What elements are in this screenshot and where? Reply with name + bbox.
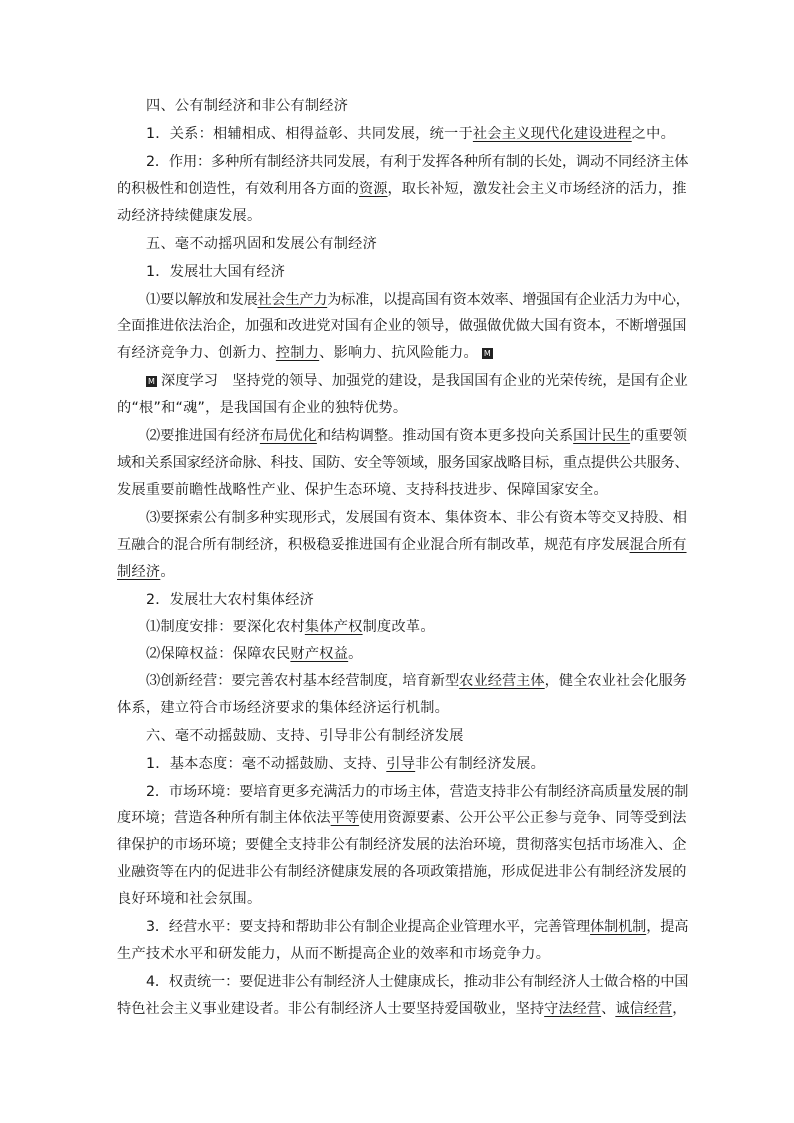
- paragraph-q3-line: ⑶创新经营：要完善农村基本经营制度，培育新型农业经营主体，健全农业社会化服务: [146, 673, 688, 689]
- underlined-term: 混合所有: [629, 537, 687, 553]
- paragraph-effect-line: 动经济持续健康发展。: [117, 208, 262, 224]
- paragraph-r3-line: 3．经营水平：要支持和帮助非公有制企业提高企业管理水平，完善管理体制机制，提高: [146, 919, 689, 935]
- paragraph-r2-line: 良好环境和社会氛围。: [117, 891, 262, 907]
- paragraph-p1-line: 有经济竞争力、创新力、控制力、影响力、抗风险能力。 M: [117, 345, 492, 361]
- paragraph-r2-line: 业融资等在内的促进非公有制经济健康发展的各项政策措施，形成促进非公有制经济发展的: [117, 864, 687, 880]
- subheading-state-economy: 1．发展壮大国有经济: [146, 264, 286, 280]
- deep-learning-note-line: M 深度学习 坚持党的领导、加强党的建设，是我国国有企业的光荣传统，是国有企业: [146, 371, 688, 391]
- paragraph-effect-line: 的积极性和创造性，有效利用各方面的资源，取长补短，激发社会主义市场经济的活力，推: [117, 181, 687, 197]
- deep-learning-marker-icon: M: [146, 376, 157, 387]
- underlined-term: 资源: [359, 181, 388, 197]
- underlined-term: 社会生产力: [257, 292, 328, 308]
- underlined-term: 集体产权: [304, 619, 363, 635]
- paragraph-q1: ⑴制度安排：要深化农村集体产权制度改革。: [146, 619, 435, 635]
- paragraph-r2-line: 律保护的市场环境；要健全支持非公有制经济发展的法治环境，贯彻落实包括市场准入、企: [117, 837, 687, 853]
- underlined-term: 体制机制: [590, 919, 647, 935]
- section-heading-4: 四、公有制经济和非公有制经济: [146, 98, 349, 114]
- paragraph-r4-line: 特色社会主义事业建设者。非公有制经济人士要坚持爱国敬业，坚持守法经营、诚信经营，: [117, 1001, 687, 1017]
- deep-learning-note-line: 的“根”和“魂”，是我国国有企业的独特优势。: [117, 400, 408, 416]
- underlined-term: 社会主义现代化建设进程: [472, 126, 632, 142]
- underlined-term: 国计民生: [573, 428, 631, 444]
- paragraph-r1: 1．基本态度：毫不动摇鼓励、支持、引导非公有制经济发展。: [146, 756, 546, 772]
- paragraph-r4-line: 4．权责统一：要促进非公有制经济人士健康成长，推动非公有制经济人士做合格的中国: [146, 974, 689, 990]
- paragraph-p2-line: 域和关系国家经济命脉、科技、国防、安全等领域，服务国家战略目标，重点提供公共服务、: [117, 455, 689, 471]
- paragraph-relation: 1．关系：相辅相成、相得益彰、共同发展，统一于社会主义现代化建设进程之中。: [146, 126, 676, 142]
- underlined-term: 引导: [386, 756, 416, 772]
- underlined-term: 守法经营: [544, 1001, 602, 1017]
- paragraph-p3-line: 制经济。: [117, 564, 175, 580]
- underlined-term: 农业经营主体: [459, 673, 545, 689]
- subheading-rural-economy: 2．发展壮大农村集体经济: [146, 592, 315, 608]
- section-heading-6: 六、毫不动摇鼓励、支持、引导非公有制经济发展: [146, 728, 464, 744]
- paragraph-r2-line: 度环境；营造各种所有制主体依法平等使用资源要素、公开公平公正参与竞争、同等受到法: [117, 810, 687, 826]
- paragraph-effect-line: 2．作用：多种所有制经济共同发展，有利于发挥各种所有制的长处，调动不同经济主体: [146, 154, 689, 170]
- paragraph-q2: ⑵保障权益：保障农民财产权益。: [146, 646, 363, 662]
- paragraph-p3-line: ⑶要探索公有制多种实现形式，发展国有资本、集体资本、非公有资本等交叉持股、相: [146, 510, 688, 526]
- paragraph-r2-line: 2．市场环境：要培育更多充满活力的市场主体，营造支持非公有制经济高质量发展的制: [146, 784, 689, 800]
- paragraph-p1-line: 全面推进依法治企，加强和改进党对国有企业的领导，做强做优做大国有资本，不断增强国: [117, 318, 687, 334]
- paragraph-p2-line: 发展重要前瞻性战略性产业、保护生态环境、支持科技进步、保障国家安全。: [117, 482, 608, 498]
- underlined-term: 控制力: [275, 345, 320, 361]
- underlined-term: 财产权益: [290, 646, 349, 662]
- section-heading-5: 五、毫不动摇巩固和发展公有制经济: [146, 236, 378, 252]
- deep-learning-marker-icon: M: [483, 349, 492, 358]
- underlined-term: 平等: [330, 810, 360, 826]
- paragraph-p1-line: ⑴要以解放和发展社会生产力为标准，以提高国有资本效率、增强国有企业活力为中心，: [146, 292, 690, 308]
- underlined-term: 布局优化: [259, 428, 317, 444]
- paragraph-p3-line: 互融合的混合所有制经济，积极稳妥推进国有企业混合所有制改革，规范有序发展混合所有: [117, 537, 687, 553]
- paragraph-p2-line: ⑵要推进国有经济布局优化和结构调整。推动国有资本更多投向关系国计民生的重要领: [146, 428, 688, 444]
- underlined-term: 诚信经营: [615, 1001, 673, 1017]
- paragraph-r3-line: 生产技术水平和研发能力，从而不断提高企业的效率和市场竞争力。: [117, 946, 551, 962]
- paragraph-q3-line: 体系，建立符合市场经济要求的集体经济运行机制。: [117, 700, 450, 716]
- underlined-term: 制经济: [117, 564, 161, 580]
